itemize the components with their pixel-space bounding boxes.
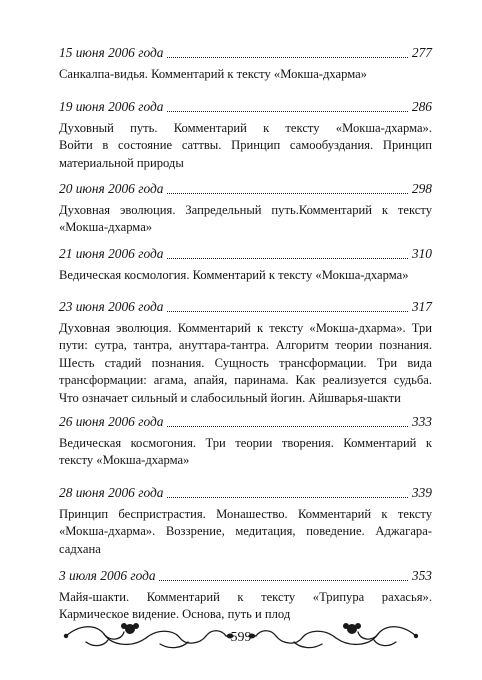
toc-entry <box>59 484 432 558</box>
entry-description <box>59 435 432 470</box>
toc-entry-heading[interactable] <box>59 245 432 263</box>
entry-description <box>59 320 432 407</box>
toc-entry-heading[interactable] <box>59 484 432 502</box>
description-line: Войти в состояние саттвы. Принцип самообуздания. Принцип <box>59 138 432 153</box>
description-line: Шесть стадий познания. Сущность трансформации. Три вида <box>59 355 432 370</box>
toc-entry <box>59 180 432 237</box>
entry-page-number: 353 <box>409 567 432 585</box>
entry-description <box>59 267 432 284</box>
entry-date: 19 июня 2006 года <box>59 98 166 116</box>
description-line: пути: сутра, тантра, ануттара-тантра. Алгоритм теории познания. <box>59 338 432 353</box>
entry-date: 15 июня 2006 года <box>59 44 166 62</box>
entry-description <box>59 66 432 83</box>
description-line: Духовная эволюция. Запредельный путь.Комментарий к тексту <box>59 203 432 217</box>
entry-page-number: 310 <box>409 245 432 263</box>
description-line: «Мокша-дхарма». Воззрение, медитация, поведение. Аджагара- <box>59 524 432 539</box>
description-line: Духовный путь. Комментарий к тексту «Мокша-дхарма». <box>59 121 432 135</box>
page-number: 599 <box>230 630 252 645</box>
description-line: тексту «Мокша-дхарма» <box>59 453 190 468</box>
toc-entry <box>59 298 432 407</box>
entry-page-number: 339 <box>409 484 432 502</box>
description-line: Майя-шакти. Комментарий к тексту «Трипура рахасья». <box>59 590 432 604</box>
description-line: трансформации: агама, апайя, паринама. Как реализуется судьба. <box>59 373 432 388</box>
toc-entry <box>59 44 432 83</box>
entry-description <box>59 120 432 172</box>
entry-page-number: 317 <box>409 298 432 316</box>
entry-page-number: 286 <box>409 98 432 116</box>
entry-date: 26 июня 2006 года <box>59 413 166 431</box>
toc-entry-heading[interactable] <box>59 298 432 316</box>
description-line: Духовная эволюция. Комментарий к тексту «Мокша-дхарма». Три <box>59 321 432 335</box>
toc-entry-heading[interactable] <box>59 180 432 198</box>
entry-date: 3 июля 2006 года <box>59 567 159 585</box>
description-line: «Мокша-дхарма» <box>59 220 153 235</box>
description-line: Ведическая космология. Комментарий к тексту «Мокша-дхарма» <box>59 268 409 282</box>
description-line: Что означает сильный и слабосильный йогин. Айшварья-шакти <box>59 390 401 405</box>
entry-description <box>59 202 432 237</box>
toc-entry-heading[interactable] <box>59 98 432 116</box>
description-line: Санкалпа-видья. Комментарий к тексту «Мокша-дхарма» <box>59 67 367 81</box>
entry-description <box>59 506 432 558</box>
description-line: Ведическая космогония. Три теории творения. Комментарий к <box>59 436 432 450</box>
toc-entry-heading[interactable] <box>59 567 432 585</box>
toc-entry <box>59 413 432 470</box>
toc-entry-heading[interactable] <box>59 44 432 62</box>
entry-date: 21 июня 2006 года <box>59 245 166 263</box>
toc-entry <box>59 245 432 284</box>
entry-date: 28 июня 2006 года <box>59 484 166 502</box>
description-line: материальной природы <box>59 155 184 170</box>
description-line: садхана <box>59 541 101 556</box>
description-line: Принцип беспристрастия. Монашество. Комментарий к тексту <box>59 507 432 521</box>
entry-date: 20 июня 2006 года <box>59 180 166 198</box>
toc-entry <box>59 98 432 172</box>
toc-entry-heading[interactable] <box>59 413 432 431</box>
page-footer <box>0 616 482 656</box>
entry-page-number: 298 <box>409 180 432 198</box>
entry-page-number: 277 <box>409 44 432 62</box>
entry-page-number: 333 <box>409 413 432 431</box>
entry-date: 23 июня 2006 года <box>59 298 166 316</box>
description-line: Кармическое видение. Основа, путь и плод <box>59 607 291 622</box>
